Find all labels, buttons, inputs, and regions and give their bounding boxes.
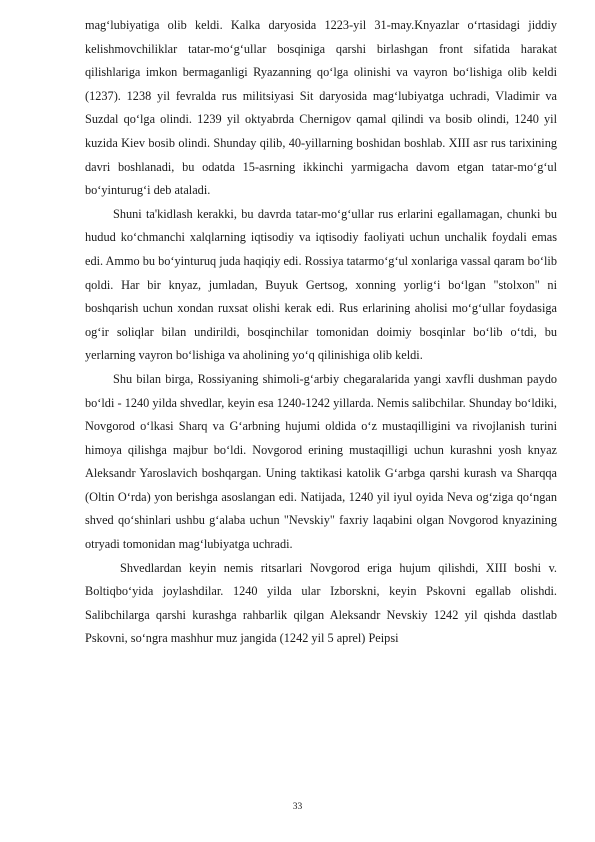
paragraph-4: Shvedlardan keyin nemis ritsarlari Novgorod eriga hujum qilishdi, XIII boshi v. Boltiqboʻyida joylashdilar. 1240 yilda ular Izborskni, keyin Pskovni egallab olishdi. Salibchilarga qarshi kurashga rahbarlik qilgan Aleksandr Nevskiy 1242 yil qishda dastlab Pskovni, so‘ngra mashhur muz jangida (1242 yil 5 aprel) Peipsi [85,560,557,646]
paragraph-3: Shu bilan birga, Rossiyaning shimoli-g‘arbiy chegaralarida yangi xavfli dushman paydo bo‘ldi - 1240 yilda shvedlar, keyin esa 1240-1242 yillarda. Nemis salibchilar. Shunday bo‘ldiki, Novgorod o‘lkasi Sharq va G‘arbning hujumi oldida o‘z mustaqilligini va rivojlanish turini himoya qilishga majbur bo‘ldi. Novgorod erining mustaqilligi uchun kurashni yosh knyaz Aleksandr Yaroslavich boshqargan. Uning taktikasi katolik G‘arbga qarshi kurash va Sharqqa (Oltin O‘rda) yon berishga asoslangan edi. Natijada, 1240 yil iyul oyida Neva og‘ziga qo‘ngan shved qo‘shinlari ushbu g‘alaba uchun "Nevskiy" faxriy laqabini olgan Novgorod knyazining otryadi tomonidan mag‘lubiyatga uchradi. [85,371,557,552]
document-page [85,14,557,651]
paragraph-1: mag‘lubiyatiga olib keldi. Kalka daryosida 1223-yil 31-may.Knyazlar oʻrtasidagi jiddiy kelishmovchiliklar tatar-moʻgʻullar bosqiniga qarshi birlashgan front sifatida harakat qilishlariga imkon bermaganligi Ryazanning qoʻlga olinishi va vayron bo‘lishiga olib keldi (1237). 1238 yil fevralda rus militsiyasi Sit daryosida mag‘lubiyatga uchradi, Vladimir va Suzdal qo‘lga olindi. 1239 yil oktyabrda Chernigov qamal qilindi va bosib olindi, 1240 yil kuzida Kiev bosib olindi. Shunday qilib, 40-yillarning boshidan boshlab. XIII asr rus tarixining davri boshlanadi, bu odatda 15-asrning ikkinchi yarmigacha davom etgan tatar-mo‘g‘ul bo‘yinturug‘i deb ataladi. [85,18,557,198]
page-number: 33 [292,802,303,812]
paragraph-2: Shuni ta'kidlash kerakki, bu davrda tatar-mo‘g‘ullar rus erlarini egallamagan, chunki bu hudud ko‘chmanchi xalqlarning iqtisodiy va iqtisodiy faoliyati uchun unchalik foydali emas edi. Ammo bu bo‘yinturuq juda haqiqiy edi. Rossiya tatarmo‘g‘ul xonlariga vassal qaram bo‘lib qoldi. Har bir knyaz, jumladan, Buyuk Gertsog, xonning yorlig‘i bo‘lgan "stolxon" ni boshqarish uchun xondan ruxsat olishi kerak edi. Rus erlarining aholisi mo‘g‘ullar foydasiga og‘ir soliqlar bilan undirildi, bosqinchilar tomonidan doimiy bosqinlar bo‘lib o‘tdi, bu yerlarning vayron bo‘lishiga va aholining yo‘q qilinishiga olib keldi. [85,206,557,363]
